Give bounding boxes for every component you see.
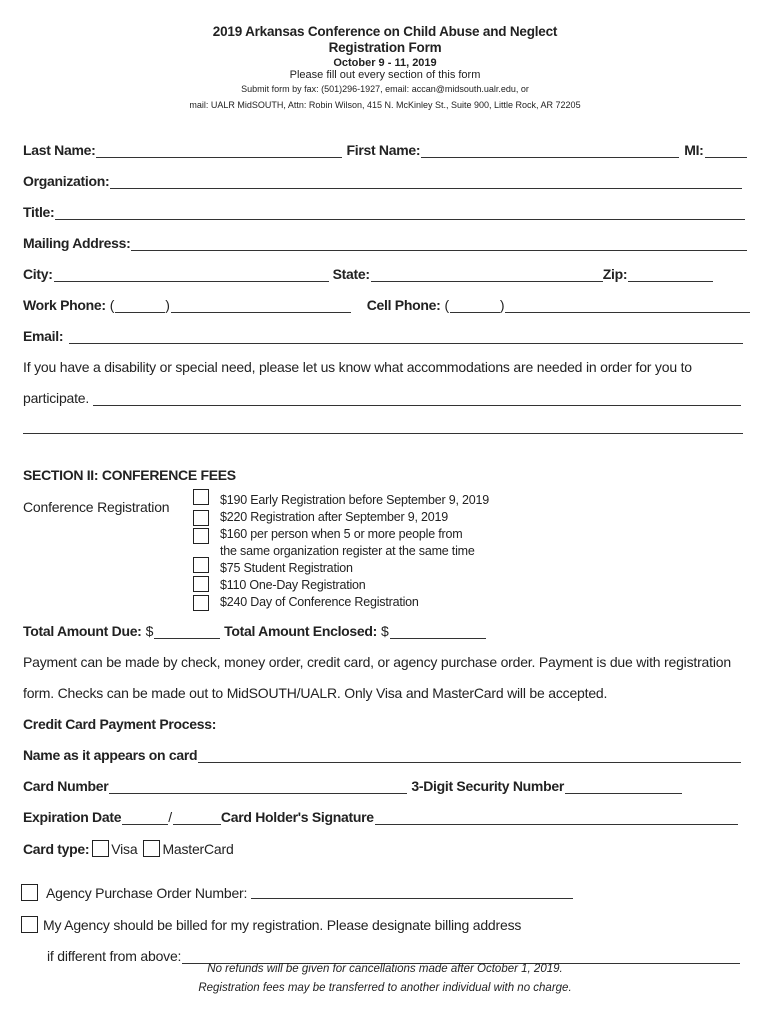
option-student-checkbox[interactable] (193, 557, 209, 573)
option-late-checkbox[interactable] (193, 510, 209, 526)
instruction-text: Please fill out every section of this form (289, 69, 481, 81)
participate-label: participate. (23, 390, 90, 406)
accommodations-field-2[interactable] (23, 421, 743, 434)
option-early-label: $190 Early Registration before September 9, 2019 (220, 493, 490, 507)
title-field[interactable] (55, 207, 745, 220)
first-name-label: First Name: (346, 142, 421, 158)
accommodations-field[interactable] (93, 393, 741, 406)
cell-phone-label: Cell Phone: (366, 297, 441, 313)
expiration-month-field[interactable] (122, 812, 168, 825)
total-due-dollar: $ (145, 623, 154, 639)
mi-field[interactable] (705, 145, 747, 158)
mailing-address-field[interactable] (131, 238, 747, 251)
last-name-field[interactable] (96, 145, 342, 158)
organization-field[interactable] (110, 176, 742, 189)
visa-checkbox[interactable] (92, 840, 109, 857)
expiration-year-field[interactable] (173, 812, 221, 825)
form-subtitle: Registration Form (328, 40, 442, 55)
agency-billed-label: My Agency should be billed for my registration. Please designate billing address (43, 916, 522, 933)
option-group-checkbox[interactable] (193, 528, 209, 544)
state-label: State: (332, 266, 370, 282)
billing-address-label: if different from above: (47, 948, 182, 964)
security-number-label: 3-Digit Security Number (411, 778, 564, 794)
card-number-label: Card Number (23, 778, 109, 794)
zip-label: Zip: (602, 266, 628, 282)
work-phone-area-field[interactable] (115, 300, 165, 313)
visa-label: Visa (111, 840, 138, 857)
security-number-field[interactable] (565, 781, 682, 794)
mastercard-label: MasterCard (162, 840, 234, 857)
total-due-label: Total Amount Due: (23, 623, 142, 639)
agency-billed-checkbox[interactable] (21, 916, 38, 933)
cell-phone-field[interactable] (505, 300, 750, 313)
option-one-day-checkbox[interactable] (193, 576, 209, 592)
payment-text-2: form. Checks can be made out to MidSOUTH/UALR. Only Visa and MasterCard will be accepted. (23, 685, 608, 701)
title-label: Title: (23, 204, 55, 220)
name-on-card-field[interactable] (198, 750, 741, 763)
city-field[interactable] (54, 269, 329, 282)
organization-label: Organization: (23, 173, 110, 189)
option-day-of-label: $240 Day of Conference Registration (220, 595, 419, 609)
conference-registration-label: Conference Registration (23, 499, 170, 515)
last-name-label: Last Name: (23, 142, 96, 158)
total-enclosed-label: Total Amount Enclosed: (224, 623, 377, 639)
state-field[interactable] (371, 269, 603, 282)
mastercard-checkbox[interactable] (143, 840, 160, 857)
signature-field[interactable] (375, 812, 738, 825)
option-group-label-cont: the same organization register at the same time (220, 544, 475, 558)
expiration-slash: / (168, 809, 172, 825)
purchase-order-label: Agency Purchase Order Number: (46, 884, 248, 901)
work-phone-label: Work Phone: (23, 297, 106, 313)
purchase-order-field[interactable] (251, 886, 573, 899)
zip-field[interactable] (628, 269, 713, 282)
submit-mail-text: mail: UALR MidSOUTH, Attn: Robin Wilson, 415 N. McKinley St., Suite 900, Little Rock, AR 72205 (189, 100, 581, 110)
signature-label: Card Holder's Signature (220, 809, 374, 825)
total-due-field[interactable] (154, 626, 220, 639)
city-label: City: (23, 266, 53, 282)
work-phone-paren-open: ( (109, 297, 115, 313)
expiration-label: Expiration Date (23, 809, 122, 825)
cell-phone-paren-close: ) (499, 297, 505, 313)
work-phone-field[interactable] (171, 300, 351, 313)
cell-phone-area-field[interactable] (450, 300, 500, 313)
submit-fax-text: Submit form by fax: (501)296-1927, email: accan@midsouth.ualr.edu, or (241, 84, 529, 94)
transfer-notice: Registration fees may be transferred to another individual with no charge. (198, 982, 572, 994)
disability-text: If you have a disability or special need, please let us know what accommodations are needed in order for you to (23, 359, 692, 375)
option-one-day-label: $110 One-Day Registration (220, 578, 366, 592)
email-field[interactable] (69, 331, 743, 344)
option-day-of-checkbox[interactable] (193, 595, 209, 611)
work-phone-paren-close: ) (165, 297, 170, 313)
mi-label: MI: (684, 142, 704, 158)
cell-phone-paren-open: ( (444, 297, 449, 313)
mailing-address-label: Mailing Address: (23, 235, 131, 251)
conference-dates: October 9 - 11, 2019 (333, 57, 437, 69)
cc-heading: Credit Card Payment Process: (23, 716, 217, 732)
form-title: 2019 Arkansas Conference on Child Abuse and Neglect (212, 24, 558, 39)
card-number-field[interactable] (109, 781, 407, 794)
card-type-label: Card type: (23, 840, 90, 857)
payment-text-1: Payment can be made by check, money order, credit card, or agency purchase order. Payment is due with registration (23, 654, 731, 670)
total-enclosed-field[interactable] (390, 626, 486, 639)
email-label: Email: (23, 328, 64, 344)
option-late-label: $220 Registration after September 9, 2019 (220, 510, 449, 524)
purchase-order-checkbox[interactable] (21, 884, 38, 901)
refund-notice: No refunds will be given for cancellations made after October 1, 2019. (207, 963, 563, 975)
section-ii-heading: SECTION II: CONFERENCE FEES (23, 467, 236, 483)
option-early-checkbox[interactable] (193, 489, 209, 505)
option-student-label: $75 Student Registration (220, 561, 353, 575)
first-name-field[interactable] (421, 145, 679, 158)
option-group-label: $160 per person when 5 or more people from (220, 527, 463, 541)
total-enclosed-dollar: $ (381, 623, 389, 639)
name-on-card-label: Name as it appears on card (23, 747, 198, 763)
